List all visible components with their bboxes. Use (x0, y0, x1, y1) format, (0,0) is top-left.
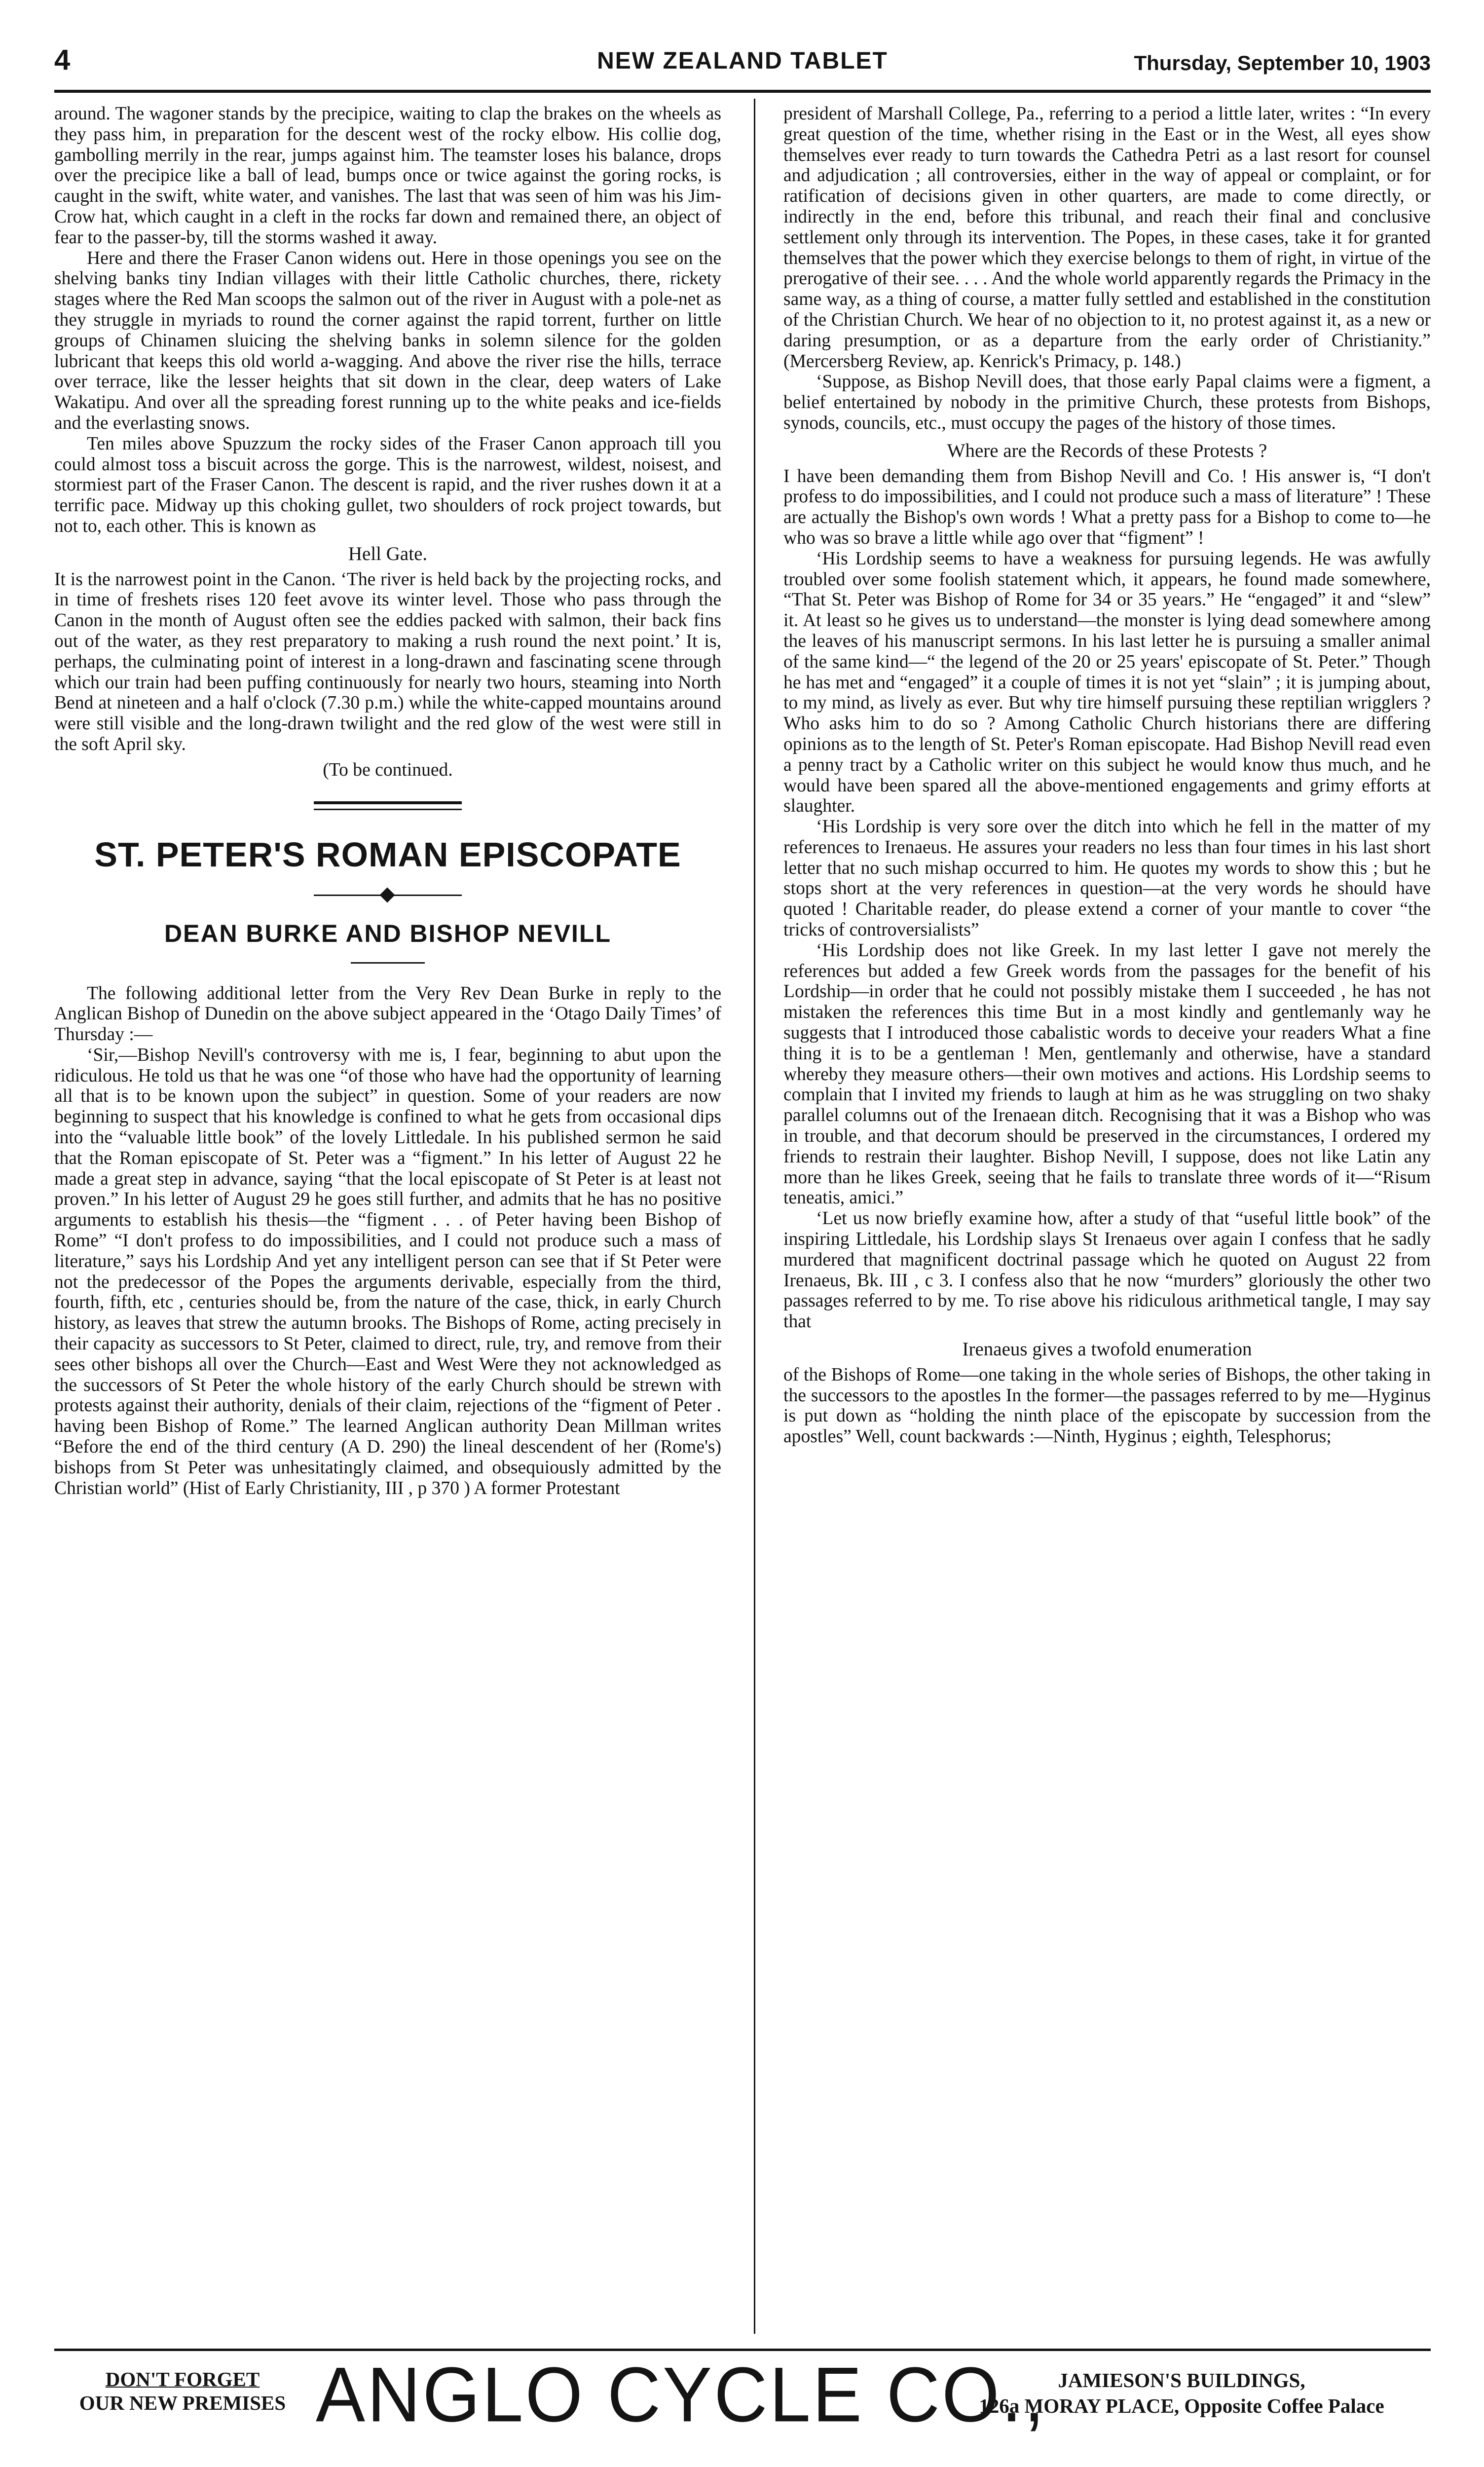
paragraph: Here and there the Fraser Canon widens out. Here in those openings you see on the shelving banks tiny Indian villages with their little Catholic churches, there, rickety stages where the Red Man scoops the salmon out of the river in August with a pole-net as they struggle in myriads to round the corner against the rapid torrent, further on little groups of Chinamen sluicing the shelving banks in solemn silence for the golden lubricant that keeps this old world a-wagging. And above the river rise the hills, terrace over terrace, like the lesser heights that sit down in the clear, deep waters of Lake Wakatipu. And over all the spreading forest running up to the white peaks and ice-fields and the everlasting snows. (54, 248, 721, 433)
right-column (783, 104, 1431, 1447)
article-separator (314, 801, 462, 810)
section-subhead: Hell Gate. (348, 543, 428, 564)
paragraph: ‘His Lordship is very sore over the ditch into which he fell in the matter of my references to Irenaeus. He assures your readers no less than four times in his last short letter that no such mishap occurred to him. He quotes my words to show this ; but he stops short at the very references in question—at the very words he should have quoted ! Charitable reader, do please extend a corner of your mantle to cover “the tricks of controversialists” (783, 817, 1431, 940)
footer-right-text (932, 2367, 1431, 2419)
paragraph: Ten miles above Spuzzum the rocky sides of the Fraser Canon approach till you could almost toss a biscuit across the gorge. This is the narrowest, wildest, noisest, and stormiest part of the Fraser Canon. The descent is rapid, and the river rushes down it at a terrific pace. Midway up this choking gullet, two shoulders of rock project towards, but not to, each other. This is known as (54, 433, 721, 536)
advertisement-footer (54, 2351, 1431, 2438)
to-be-continued: (To be continued. (323, 759, 453, 780)
section-subhead: Irenaeus gives a twofold enumeration (962, 1339, 1252, 1360)
issue-date: Thursday, September 10, 1903 (1134, 51, 1431, 75)
footer-line: OUR NEW PREMISES (79, 2392, 286, 2414)
paragraph: of the Bishops of Rome—one taking in the whole series of Bishops, the other taking in the successors to the apostles In the former—the passages referred to by me—Hyginus is put down as “holding the ninth place of the episcopate by succession from the apostles” Well, count backwards :—Ninth, Hyginus ; eighth, Telesphorus; (783, 1364, 1431, 1447)
page-header (54, 43, 1431, 88)
paragraph: It is the narrowest point in the Canon. ‘The river is held back by the projecting rocks, and in time of freshets rises 120 feet avove its winter level. Those who pass through the Canon in the month of August often see the eddies packed with salmon, their back fins out of the water, as they rest preparatory to making a rush round the next point.’ It is, perhaps, the culminating point of interest in a long-drawn and fascinating scene through which our train had been puffing continuously for nearly two hours, steaming into North Bend at nineteen and a half o'clock (7.30 p.m.) while the white-capped mountains around were still visible and the long-drawn twilight and the red glow of the west were still in the soft April sky. (54, 569, 721, 754)
section-subhead: Where are the Records of these Protests ? (947, 440, 1267, 461)
paragraph: ‘His Lordship seems to have a weakness for pursuing legends. He was awfully troubled over some foolish statement which, it appears, he found made somewhere, “That St. Peter was Bishop of Rome for 34 or 35 years.” He “engaged” it and “slew” it. At least so he gives us to understand—the monster is lying dead somewhere among the leaves of his manuscript sermons. In his last letter he is pursuing a smaller animal of the same kind—“ the legend of the 20 or 25 years' episcopate of St. Peter.” Though he has met and “engaged” it a couple of times it is not yet “slain” ; it is jumping about, to my mind, as lively as ever. But why tire himself pursuing these reptilian wrigglers ? Who asks him to do so ? Among Catholic Church historians there are differing opinions as to the length of St. Peter's Roman episcopate. Had Bishop Nevill read even a penny tract by a Catholic writer on this subject he would know thus much, and he would have been spared all the above-mentioned engagements and grimy efforts at slaughter. (783, 548, 1431, 817)
header-rule (54, 90, 1431, 93)
footer-line: DON'T FORGET (105, 2368, 260, 2391)
paragraph: I have been demanding them from Bishop Nevill and Co. ! His answer is, “I don't profess to do impossibilities, and I could not produce such a mass of literature” ! These are actually the Bishop's own words ! What a pretty pass for a Bishop to come to—he who was so brave a little while ago over that “figment” ! (783, 466, 1431, 548)
paragraph: around. The wagoner stands by the precipice, waiting to clap the brakes on the wheels as they pass him, in preparation for the descent west of the rocky elbow. His collie dog, gambolling merrily in the rear, jumps against him. The teamster loses his balance, drops over the precipice like a ball of lead, bumps once or twice against the goring rocks, is caught in the swift, white water, and vanishes. The last that was seen of him was his Jim-Crow hat, which caught in a cleft in the rocks far down and remained there, an object of fear to the passer-by, till the storms washed it away. (54, 104, 721, 248)
footer-line: JAMIESON'S BUILDINGS, (1058, 2369, 1305, 2392)
short-rule (351, 962, 425, 964)
paragraph: ‘Sir,—Bishop Nevill's controversy with me is, I fear, beginning to abut upon the ridiculous. He told us that he was one “of those who have had the opportunity of learning all that is to be known upon the subject” in question. Some of your readers are now beginning to suspect that his knowledge is confined to what he gets from occasional dips into the “valuable little book” of the lovely Littledale. In his published sermon he said that the Roman episcopate of St. Peter was a “figment.” In his letter of August 22 he made a great step in advance, saying “that the local episcopate of St Peter is at least not proven.” In his letter of August 29 he goes still further, and admits that he has no positive arguments to establish his thesis—the “figment . . . of Peter having been Bishop of Rome” “I don't profess to do impossibilities, and I could not produce such a mass of literature,” says his Lordship And yet any intelligent person can see that if St Peter were not the predecessor of the Popes the arguments derivable, especially from the third, fourth, fifth, etc , centuries should be, from the nature of the case, thick, in early Church history, as leaves that strew the autumn brooks. The Bishops of Rome, acting precisely in their capacity as successors to St Peter, claimed to direct, rule, try, and remove from their sees other bishops all over the Church—East and West Were they not acknowledged as the successors of St Peter the whole history of the early Church should be strewn with protests against their authority, denials of their claim, rejections of the “figment of Peter . having been Bishop of Rome.” The learned Anglican authority Dean Millman writes “Before the end of the third century (A D. 290) the lineal descendent of her (Rome's) bishops from St Peter was unhesitatingly claimed, and obsequiously admitted by the Christian world” (Hist of Early Christianity, III , p 370 ) A former Protestant (54, 1045, 721, 1498)
page-number: 4 (54, 44, 71, 76)
ornament-rule (314, 889, 462, 902)
footer-line: 126a MORAY PLACE, Opposite Coffee Palace (979, 2394, 1384, 2417)
left-column (54, 104, 721, 1498)
paragraph: The following additional letter from the Very Rev Dean Burke in reply to the Anglican Bishop of Dunedin on the above subject appeared in the ‘Otago Daily Times’ of Thursday :— (54, 983, 721, 1045)
footer-left-text (54, 2367, 311, 2415)
paragraph: president of Marshall College, Pa., referring to a period a little later, writes : “In every great question of the time, whether rising in the East or in the West, all eyes show themselves ever ready to turn towards the Cathedra Petri as a last resort for counsel and adjudication ; all controversies, either in the way of appeal or complaint, or for ratification of decisions given in other quarters, are made to come directly, or indirectly in the end, before this tribunal, and reach their final and conclusive settlement only through its intervention. The Popes, in these cases, take it for granted themselves that the power which they exercise belongs to them of right, in virtue of the prerogative of their see. . . . And the whole world apparently regards the Primacy in the same way, as a thing of course, a matter fully settled and established in the constitution of the Christian Church. We hear of no objection to it, no protest against it, as a new or daring presumption, or as a departure from the early order of Christianity.” (Mercersberg Review, ap. Kenrick's Primacy, p. 148.) (783, 104, 1431, 372)
publication-title: NEW ZEALAND TABLET (597, 48, 888, 74)
paragraph: ‘Suppose, as Bishop Nevill does, that those early Papal claims were a figment, a belief entertained by nobody in the primitive Church, these protests from Bishops, synods, councils, etc., must occupy the pages of the history of those times. (783, 372, 1431, 433)
paragraph: ‘His Lordship does not like Greek. In my last letter I gave not merely the references but added a few Greek words from the passages for the benefit of his Lordship—in order that he could not possibly mistake them I succeeded , he has not mistaken the references this time But in a most kindly and gentlemanly way he suggests that I introduced those cabalistic words to deceive your readers What a fine thing it is to be a gentleman ! Men, gentlemanly and otherwise, have a standard whereby they measure others—their own motives and actions. His Lordship seems to complain that I invited my friends to laugh at him as he was struggling on two shaky parallel columns out of the Irenaean ditch. Recognising that it was a Bishop who was in trouble, and that decorum should be preserved in the circumstances, I ordered my friends to restrain their laughter. Bishop Nevill, I suppose, does not like Latin any more than he likes Greek, seeing that he fails to translate three words of it—“Risum teneatis, amici.” (783, 940, 1431, 1208)
paragraph: ‘Let us now briefly examine how, after a study of that “useful little book” of the inspiring Littledale, his Lordship slays St Irenaeus over again I confess that he sadly murdered that magnificent doctrinal passage which he quoted on August 22 from Irenaeus, Bk. III , c 3. I confess also that he now “murders” gloriously the other two passages referred to by me. To rise above his ridiculous arithmetical tangle, I may say that (783, 1208, 1431, 1332)
article-subtitle: DEAN BURKE AND BISHOP NEVILL (164, 919, 612, 947)
column-divider (754, 99, 755, 2334)
article-title: ST. PETER'S ROMAN EPISCOPATE (94, 835, 681, 874)
diamond-ornament-icon (379, 887, 395, 902)
advertiser-name: ANGLO CYCLE CO., (316, 2351, 1047, 2438)
